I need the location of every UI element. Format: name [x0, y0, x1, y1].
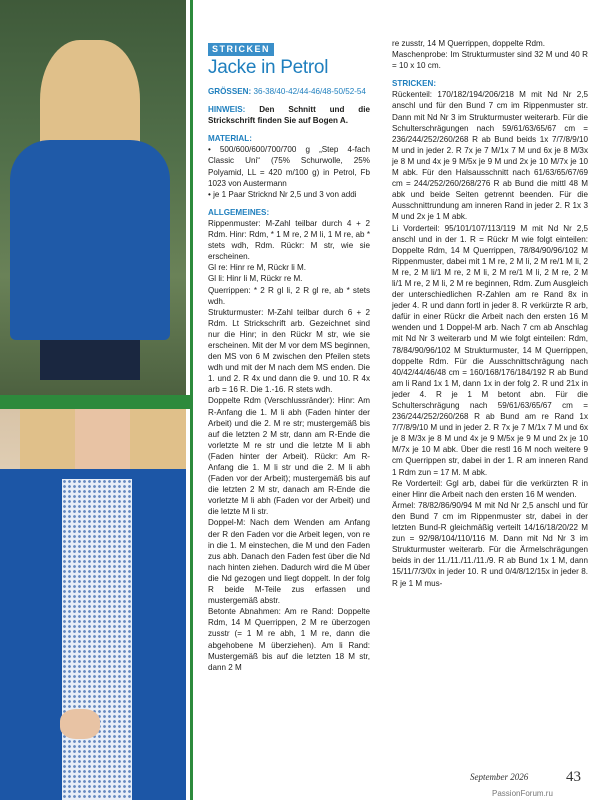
column-right [392, 38, 588, 589]
blouse-pattern [62, 479, 132, 800]
watermark: PassionForum.ru [492, 789, 553, 798]
general-p8: Betonte Abnahmen: Am re Rand: Doppelte Rdm, 14 M Querrippen, 2 M re überzogen zusstr (= 1 M re abh, 1 M re, dann die abgehobene M überziehen). Am li Rand: Mustergemäß bis auf die letzten 18 M str, dann 2 M [208, 607, 370, 672]
left-front: Li Vorderteil: 95/101/107/113/119 M mit Nd Nr 2,5 anschl und in der 1. R = Rückr M wie folgt einteilen: Doppelte Rdm, 14 M Querrippen, 78/84/90/96/102 M Rippenmuster, dabei mit 1 M re, 2 M li, 2 M re/1 M li, 2 M re, 2 M li/1 M re, 2 M li, 2 M re/1 M li, 2 M re, 2 M li/1 M re, 2 M li, 2 M re beginnen, Rdm. Zum Ausgleich der unterschiedlichen R-Zahlen am re Rand 8x in jeder 4. R und dann fortl in jeder 8. R verkürzte R arb, dafür in einer Rückr die Arbeit nach den ersten 16 M wenden und 1 Doppel-M arb. Nach 7 cm ab Anschlag mit Nd Nr 3 weiterarb und M wie folgt einteilen: Rdm, 78/84/90/96/102 M Strukturmuster, 14 M Querrippen, doppelte Rdm. Für die Ausschnittschrägung nach 40/42/44/46/48 cm = 160/168/176/184/192 R ab Bund am li Rand 1x 1 M, dann 1x in der folg 2. R und 21x in jeder 4. R je 1 M betont abn. Für die Schulterschrägung nach 59/61/63/65/67 cm = 236/244/252/260/268 R ab Bund am re Rand 1x 7/7/8/9/10 M und in jeder 2. R 7x je 7 M/1x 7 M und 6x je 8 M/3x je 8 M und 4x je 9 M/5x je 9 M und 2x je 10 M/7x je 10 M abk. Über die restl 16 M noch weitere 9 cm Querrippen str, dabei in der 1. R am inneren Rand 1 Rdm zun = 17 M. M abk. [392, 223, 588, 477]
general-label: ALLGEMEINES: [208, 207, 270, 217]
general-p3: Gl li: Hinr li M, Rückr re M. [208, 274, 303, 284]
general-p7: Doppel-M: Nach dem Wenden am Anfang der R den Faden vor die Arbeit legen, von re in die 1. M einstechen, die M und den Faden zus abh. Danach den Faden fest über die Nd nach hinten ziehen. Dadurch wird die M über die Nd gezogen und liegt doppelt. In der folg R beide M-Teile zus erfassen und mustergemäß abstr. [208, 518, 370, 606]
general-p1: Rippenmuster: M-Zahl teilbar durch 4 + 2 Rdm. Hinr: Rdm, * 1 M re, 2 M li, 1 M re, ab * stets wdh, Rdm. Rückr: M str, wie sie erscheinen. [208, 218, 370, 262]
material-item-2: • je 1 Paar Stricknd Nr 2,5 und 3 von addi [208, 189, 357, 199]
column-left [208, 86, 370, 673]
right-front: Re Vorderteil: Ggl arb, dabei für die verkürzten R in einer Hinr die Arbeit nach den ersten 16 M wenden. [392, 478, 588, 499]
hint: HINWEIS: Den Schnitt und die Strickschrift finden Sie auf Bogen A. [208, 105, 370, 126]
knit-label: STRICKEN: [392, 79, 437, 89]
general-p5: Strukturmuster: M-Zahl teilbar durch 6 + 2 Rdm. Lt Strickschrift arb. Gezeichnet sind nur die Hinr; in den Rückr M str, wie sie erscheinen. Mit der M vor dem MS beginnen, den MS von 6 M zwischen den Pfeilen stets wdh und mit der M nach dem MS enden. Die 1. und 2. R 4x und dann die 9. und 10. R 4x arb = 16 R. Die 1.-16. R stets wdh. [208, 307, 370, 395]
sleeves: Ärmel: 78/82/86/90/94 M mit Nd Nr 2,5 anschl und für den Bund 7 cm im Rippenmuster str, dabei in der letzten Bund-R gleichmäßig verteilt 14/16/18/20/22 M zun = 92/98/104/110/116 M. Dann mit Nd Nr 3 im Strukturmuster weiterarb. Für die Ärmelschrägungen beids in der 11./11./11./11./9. R ab Bund 1x 1 M, dann 15/11/7/3/0x in jeder 10. R und 0/4/8/12/15x in jeder 8. R je 1 M mus- [392, 500, 588, 588]
page-number: 43 [566, 769, 581, 785]
section-tag: STRICKEN [208, 43, 274, 56]
right-p1: re zusstr, 14 M Querrippen, doppelte Rdm. [392, 39, 545, 48]
general-p6: Doppelte Rdm (Verschlussränder): Hinr: Am R-Anfang die 1. M li abh (Faden hinter der Arbeit) und die 2. M re str; mustergemäß bis auf die letzten 2 M str, dann am R-Ende die vorletzte M re str und die letzte M li abh (Faden hinter der Arbeit). Rückr: Am R-Anfang die 1. M li str und die 2. M li abh (Faden vor der Arbeit); mustergemäß bis auf die letzten 2 M str, danach am R-Ende die vorletzte M li abh (Faden vor der Arbeit) und die letzte M li str. [208, 396, 370, 517]
jeans [40, 340, 140, 380]
article-title: Jacke in Petrol [208, 57, 329, 78]
photo-detail-view [0, 409, 190, 800]
material-label: MATERIAL: [208, 134, 252, 144]
general-p2: Gl re: Hinr re M, Rückr li M. [208, 263, 307, 273]
photo-back-view [0, 0, 190, 395]
general-p4: Querrippen: * 2 R gl li, 2 R gl re, ab * stets wdh. [208, 285, 370, 306]
model-hand [60, 709, 100, 739]
issue-date: September 2026 [470, 772, 529, 782]
sizes: GRÖSSEN: 36-38/40-42/44-46/48-50/52-54 [208, 87, 366, 96]
gauge: Maschenprobe: Im Strukturmuster sind 32 M und 40 R = 10 x 10 cm. [392, 50, 588, 71]
material-item-1: • 500/600/600/700/700 g „Step 4-fach Classic Uni“ (75% Schurwolle, 25% Polyamid, LL = 420 m/100 g) in Petrol, Fb 1023 von Austermann [208, 145, 370, 188]
back-piece: Rückenteil: 170/182/194/206/218 M mit Nd Nr 2,5 anschl und für den Bund 7 cm im Rippenmuster str. Dann mit Nd Nr 3 im Strukturmuster weiterarb. Für die Schulterschrägungen nach 59/61/63/65/67 cm = 236/244/252/260/268 R ab Bund beids 1x 7/7/8/9/10 M und in jeder 2. R 7x je 7 M/1x 7 M und 6x je 8 M/3x je 8 M und 4x je 9 M/5x je 9 M und 2x je 10 M/7x je 10 M abk. Für den Halsausschnitt nach 61/63/65/67/69 cm = 244/252/260/268/276 R ab Bund die mittl 48 M abk und beide Seiten getrennt beenden. Für die Ausschnittrundung am inneren Rand in jeder 2. R 1x 3 M und 2x je 1 M abk. [392, 90, 588, 222]
cardigan-back [10, 140, 170, 340]
